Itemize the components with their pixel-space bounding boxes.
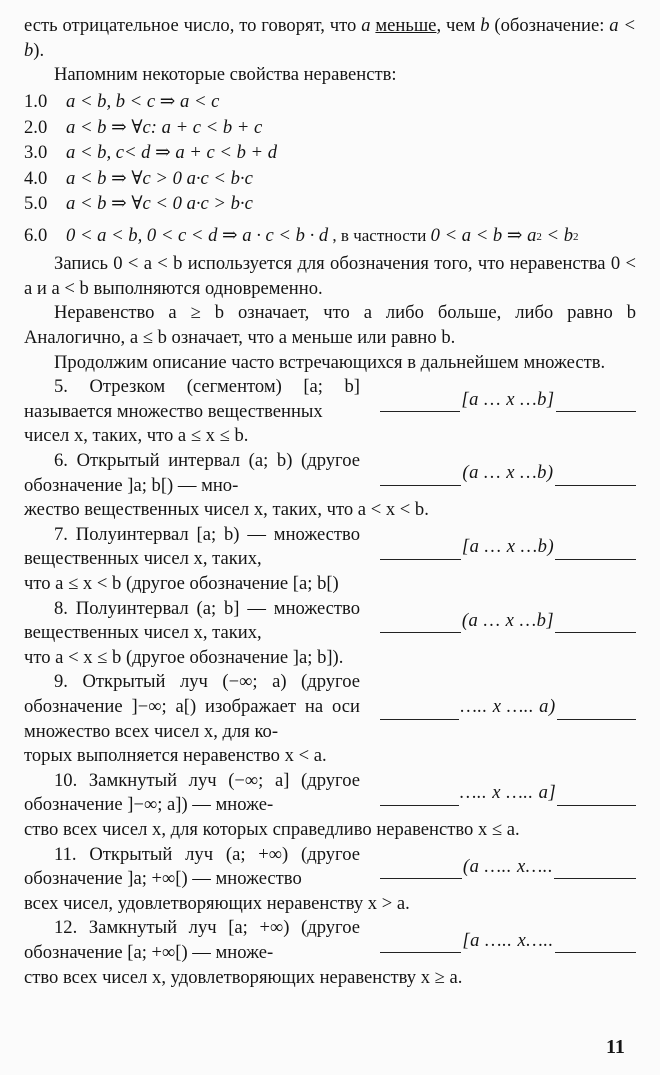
item-text: 11. Открытый луч (a; +∞) (другое обозначение ]a; +∞[) — множество [24, 843, 360, 890]
intro-text: есть отрицательное число, то говорят, что [24, 15, 362, 36]
property-expr: a < b ⇒ ∀c > 0 a·c < b·c [66, 167, 253, 189]
set-item [24, 449, 636, 523]
interval-label: (a ….. x….. [462, 855, 554, 877]
property-expr-3: < b [541, 225, 574, 247]
interval-label: [a ….. x….. [462, 929, 554, 951]
item-tail: ство всех чисел x, удовлетворяющих неравенству x ≥ a. [24, 966, 463, 988]
interval-diagram [380, 461, 636, 486]
property-row [24, 90, 636, 116]
property-row [24, 141, 636, 167]
interval-label: ….. x ….. a) [460, 695, 556, 717]
interval-diagram [380, 695, 636, 720]
ge-paragraph: Неравенство a ≥ b означает, что a либо больше, либо равно b Аналогично, a ≤ b означает, что a меньше или равно b. [24, 302, 636, 349]
properties-list [24, 90, 636, 251]
var-b: b [480, 15, 490, 36]
page-body [24, 14, 636, 990]
set-item [24, 523, 636, 597]
property-number: 4.0 [24, 167, 48, 189]
intro-expr: a < b [24, 15, 636, 61]
interval-diagram [380, 609, 636, 634]
interval-label: [a … x …b) [461, 536, 555, 558]
interval-label: [a … x …b] [461, 388, 555, 410]
item-tail: всех чисел, удовлетворяющих неравенству x > a. [24, 892, 410, 914]
item-tail: что a < x ≤ b (другое обозначение ]a; b]). [24, 646, 344, 668]
item-text: 7. Полуинтервал [a; b) — множество вещественных чисел x, таких, [24, 523, 360, 570]
set-item [24, 843, 636, 917]
item-text: 8. Полуинтервал (a; b] — множество вещественных чисел x, таких, [24, 597, 360, 644]
property-expr: a < b ⇒ ∀c < 0 a·c > b·c [66, 193, 253, 215]
property-mid: , в частности [328, 226, 431, 246]
item-text: 6. Открытый интервал (a; b) (другое обозначение ]a; b[) — мно- [24, 450, 360, 496]
intro-close: ). [33, 39, 45, 61]
property-number: 1.0 [24, 91, 48, 113]
property-row [24, 166, 636, 192]
property-row: 6.0 0 < a < b, 0 < c < d ⇒ a · c < b · d , в частности 0 < a < b ⇒ a 2 < b 2 [24, 223, 636, 250]
item-tail: ство всех чисел x, для которых справедливо неравенство x ≤ a. [24, 818, 520, 840]
property-expr: 0 < a < b, 0 < c < d ⇒ a · c < b · d [66, 225, 329, 247]
item-tail: жество вещественных чисел x, таких, что a < x < b. [24, 499, 429, 521]
less-word: меньше [375, 15, 437, 36]
interval-label: (a … x …b] [461, 609, 555, 631]
interval-diagram [380, 388, 636, 413]
set-item [24, 769, 636, 843]
set-item [24, 375, 636, 449]
item-text: 12. Замкнутый луч [a; +∞) (другое обозначение [a; +∞[) — множе- [24, 917, 360, 963]
interval-label: ….. x ….. a] [459, 782, 557, 804]
property-number: 6.0 [24, 225, 48, 247]
interval-diagram [380, 855, 636, 880]
property-expr-2: 0 < a < b ⇒ a [430, 225, 537, 247]
interval-diagram [380, 781, 636, 806]
property-number: 3.0 [24, 142, 48, 164]
property-number: 5.0 [24, 193, 48, 215]
item-text: 5. Отрезком (сегментом) [a; b] называется множество вещественных [24, 376, 360, 422]
intro-paragraph [24, 14, 636, 63]
property-expr: a < b ⇒ ∀c: a + c < b + c [66, 116, 263, 138]
property-expr: a < b, c< d ⇒ a + c < b + d [66, 142, 278, 164]
interval-label: (a … x …b) [462, 462, 554, 484]
item-tail: торых выполняется неравенство x < a. [24, 745, 327, 767]
intro-after: (обозначение: [489, 15, 610, 36]
interval-diagram [380, 929, 636, 954]
interval-diagram [380, 535, 636, 560]
property-row [24, 115, 636, 141]
item-tail: чисел x, таких, что a ≤ x ≤ b. [24, 425, 249, 447]
property-row [24, 192, 636, 218]
intro-mid: , чем [436, 15, 481, 36]
page-number: 11 [606, 1036, 625, 1058]
recall-line: Напомним некоторые свойства неравенств: [54, 64, 397, 86]
item-text: 10. Замкнутый луч (−∞; a] (другое обозначение ]−∞; a]) — множе- [24, 769, 360, 816]
continue-paragraph: Продолжим описание часто встречающихся в дальнейшем множеств. [54, 351, 606, 373]
set-item [24, 916, 636, 990]
set-item [24, 670, 636, 768]
property-number: 2.0 [24, 116, 48, 138]
item-text: 9. Открытый луч (−∞; a) (другое обозначение ]−∞; a[) изображает на оси множество всех чисел x, для ко- [24, 671, 360, 742]
record-paragraph: Запись 0 < a < b используется для обозначения того, что неравенства 0 < a и a < b выполняются одновременно. [24, 253, 636, 299]
set-item [24, 597, 636, 671]
property-expr: a < b, b < c ⇒ a < c [66, 91, 220, 113]
var-a: a [361, 15, 371, 36]
item-tail: что a ≤ x < b (другое обозначение [a; b[) [24, 573, 339, 594]
